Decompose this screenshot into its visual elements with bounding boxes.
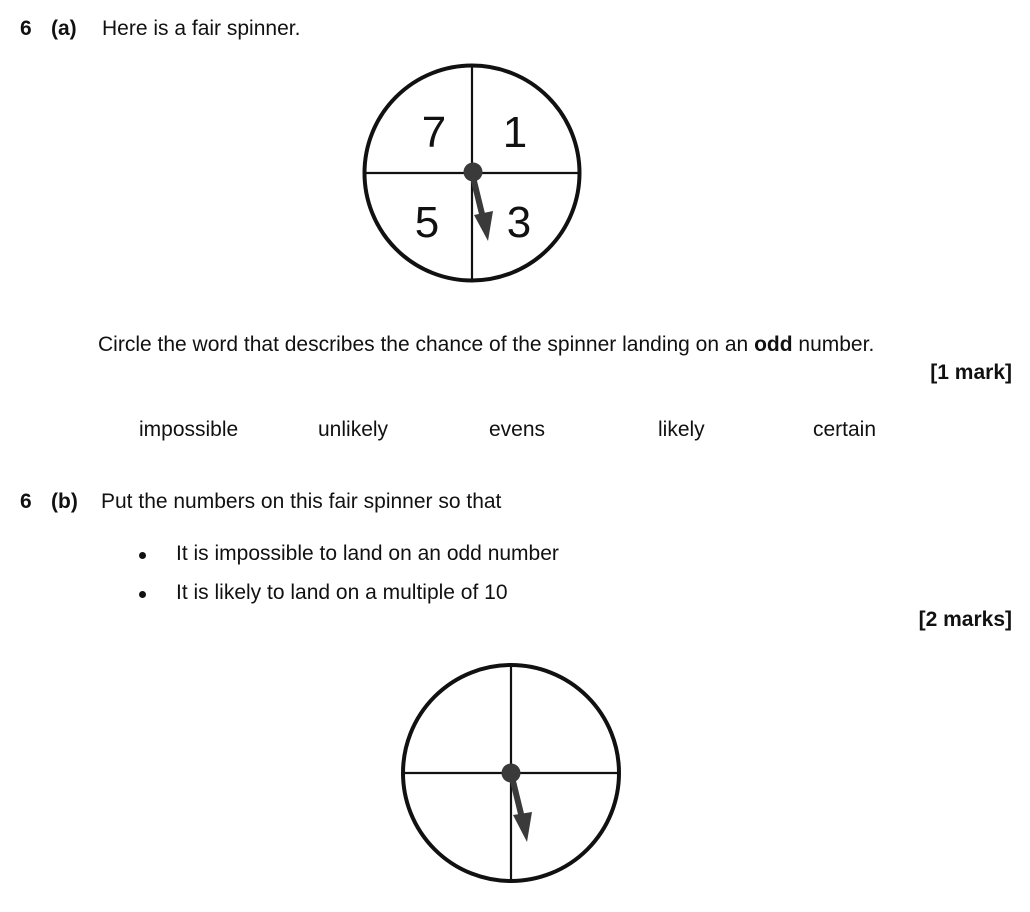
spinner-arrow-icon	[511, 773, 532, 842]
question-part-b: (b)	[51, 490, 78, 513]
spinner-a-sector-bottom-left: 5	[414, 198, 440, 247]
option-evens[interactable]: evens	[489, 418, 546, 441]
spinner-a	[362, 63, 582, 285]
spinner-a-sector-top-right: 1	[502, 108, 528, 157]
condition-item: It is likely to land on a multiple of 10	[176, 581, 508, 604]
instruction-text-emphasis: odd	[754, 333, 793, 356]
option-likely[interactable]: likely	[658, 418, 705, 441]
spinner-b-hub-icon	[502, 764, 521, 783]
condition-item: It is impossible to land on an odd number	[176, 542, 559, 565]
marks-label-a: [1 mark]	[930, 361, 1012, 384]
question-number-a: 6	[20, 17, 32, 40]
bullet-icon	[139, 552, 146, 559]
question-number-b: 6	[20, 490, 32, 513]
question-part-a: (a)	[51, 17, 77, 40]
spinner-a-hub-icon	[464, 163, 483, 182]
spinner-a-sector-top-left: 7	[421, 108, 447, 157]
option-certain[interactable]: certain	[813, 418, 877, 441]
spinner-b	[400, 664, 622, 886]
question-b-intro: Put the numbers on this fair spinner so that	[101, 490, 502, 513]
bullet-icon	[139, 591, 146, 598]
option-impossible[interactable]: impossible	[139, 418, 239, 441]
marks-label-b: [2 marks]	[918, 608, 1012, 631]
option-unlikely[interactable]: unlikely	[318, 418, 389, 441]
spinner-a-sector-bottom-right: 3	[506, 198, 532, 247]
spinner-arrow-icon	[472, 173, 493, 241]
question-a-instruction	[98, 333, 874, 357]
instruction-text-end: number.	[792, 333, 875, 356]
instruction-text-start: Circle the word that describes the chance of the spinner landing on an	[98, 333, 755, 356]
question-a-intro: Here is a fair spinner.	[102, 17, 301, 40]
